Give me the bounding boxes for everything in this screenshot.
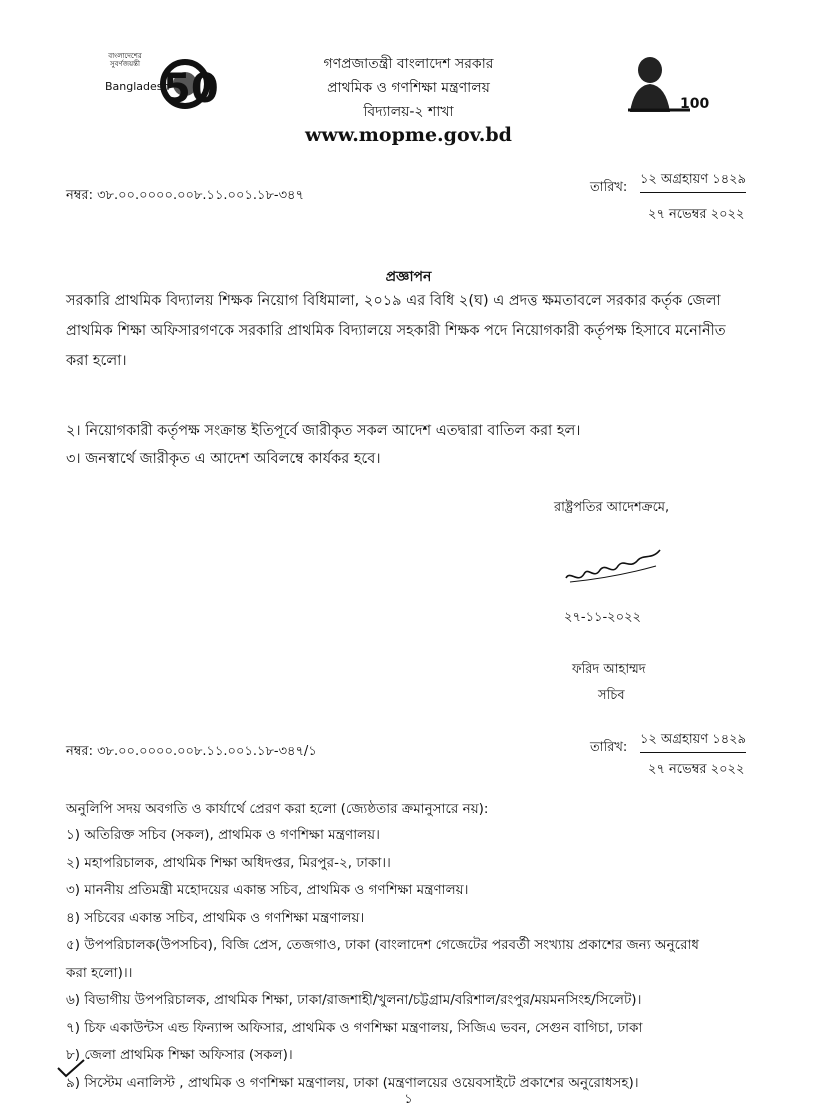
check-mark-icon: [56, 1058, 86, 1080]
list-item: ৭) চিফ একাউন্টস এন্ড ফিন্যান্স অফিসার, প্রাথমিক ও গণশিক্ষা মন্ত্রণালয়, সিজিএ ভবন, সেগুন বাগিচা, ঢাকা: [66, 1019, 643, 1036]
page-number: ১: [404, 1092, 413, 1107]
list-item: ২) মহাপরিচালক, প্রাথমিক শিক্ষা অধিদপ্তর, মিরপুর-২, ঢাকা।।: [66, 854, 391, 871]
govt-name: গণপ্রজাতন্ত্রী বাংলাদেশ সরকার: [323, 56, 494, 72]
copy-memo-date-bangla: ১২ অগ্রহায়ণ ১৪২৯: [640, 730, 746, 753]
website[interactable]: www.mopme.gov.bd: [305, 124, 512, 146]
signature-date: ২৭-১১-২০২২: [564, 610, 641, 625]
notification-body: [66, 286, 766, 376]
memo-date-bangla: ১২ অগ্রহায়ণ ১৪২৯: [640, 170, 746, 193]
handwritten-signature-icon: [560, 540, 670, 590]
logo-left-number: 50: [163, 66, 219, 112]
logo-left-text: Bangladesh: [105, 80, 170, 93]
signatory-designation: সচিব: [598, 688, 625, 703]
branch-name: বিদ্যালয়-২ শাখা: [363, 104, 454, 120]
ministry-name: প্রাথমিক ও গণশিক্ষা মন্ত্রণালয়: [327, 80, 490, 96]
copy-list: [66, 822, 766, 1097]
signature-order: রাষ্ট্রপতির আদেশক্রমে,: [554, 500, 670, 515]
copy-intro: অনুলিপি সদয় অবগতি ও কার্যার্থে প্রেরণ করা হলো (জ্যেষ্ঠতার ক্রমানুসারে নয়):: [66, 801, 489, 817]
memo-date-english: ২৭ নভেম্বর ২০২২: [648, 207, 745, 222]
notification-title: প্রজ্ঞাপন: [385, 269, 432, 285]
memo-date-label: তারিখ:: [590, 180, 628, 195]
copy-memo-date-english: ২৭ নভেম্বর ২০২২: [648, 762, 745, 777]
para1-line1: সরকারি প্রাথমিক বিদ্যালয় শিক্ষক নিয়োগ বিধিমালা, ২০১৯ এর বিধি ২(ঘ) এ প্রদত্ত ক্ষমতাবলে সরকার কর্তৃক জেলা: [66, 293, 721, 309]
para1-line2: প্রাথমিক শিক্ষা অফিসারগণকে সরকারি প্রাথমিক বিদ্যালয়ে সহকারী শিক্ষক পদে নিয়োগকারী কর্তৃপক্ষ হিসাবে মনোনীত: [66, 323, 726, 339]
list-item: ৮) জেলা প্রাথমিক শিক্ষা অফিসার (সকল)।: [66, 1047, 293, 1063]
para-3: ৩। জনস্বার্থে জারীকৃত এ আদেশ অবিলম্বে কার্যকর হবে।: [66, 451, 381, 467]
para-2: ২। নিয়োগকারী কর্তৃপক্ষ সংক্রান্ত ইতিপূর্বে জারীকৃত সকল আদেশ এতদ্বারা বাতিল করা হল।: [66, 423, 581, 439]
memo-number: নম্বর: ৩৮.০০.০০০০.০০৮.১১.০০১.১৮-৩৪৭: [66, 188, 304, 203]
signatory-name: ফরিদ আহাম্মদ: [572, 662, 646, 677]
copy-memo-number: নম্বর: ৩৮.০০.০০০০.০০৮.১১.০০১.১৮-৩৪৭/১: [66, 744, 317, 759]
list-item: ৬) বিভাগীয় উপপরিচালক, প্রাথমিক শিক্ষা, ঢাকা/রাজশাহী/খুলনা/চট্টগ্রাম/বরিশাল/রংপুর/ময়মনসিংহ/সিলেট)।: [66, 992, 642, 1008]
list-item: ৯) সিস্টেম এনালিস্ট , প্রাথমিক ও গণশিক্ষা মন্ত্রণালয়, ঢাকা (মন্ত্রণালয়ের ওয়েবসাইটে প্রকাশের অনুরোধসহ)।: [66, 1074, 639, 1091]
logo-left-small-text: বাংলাদেশের সুবর্ণজয়ন্তী: [108, 52, 142, 68]
list-item: ১) অতিরিক্ত সচিব (সকল), প্রাথমিক ও গণশিক্ষা মন্ত্রণালয়।: [66, 827, 380, 843]
logo-right-number: 100: [680, 96, 710, 112]
list-item: ৩) মাননীয় প্রতিমন্ত্রী মহোদয়ের একান্ত সচিব, প্রাথমিক ও গণশিক্ষা মন্ত্রণালয়।: [66, 882, 469, 898]
list-item: করা হলো)।।: [66, 964, 133, 981]
copy-memo-date-label: তারিখ:: [590, 740, 628, 755]
list-item: ৫) উপপরিচালক(উপসচিব), বিজি প্রেস, তেজগাও, ঢাকা (বাংলাদেশ গেজেটের পরবর্তী সংখ্যায় প্রকাশের জন্য অনুরোধ: [66, 937, 700, 953]
list-item: ৪) সচিবের একান্ত সচিব, প্রাথমিক ও গণশিক্ষা মন্ত্রণালয়।: [66, 909, 365, 926]
para1-line3: করা হলো।: [66, 353, 127, 369]
